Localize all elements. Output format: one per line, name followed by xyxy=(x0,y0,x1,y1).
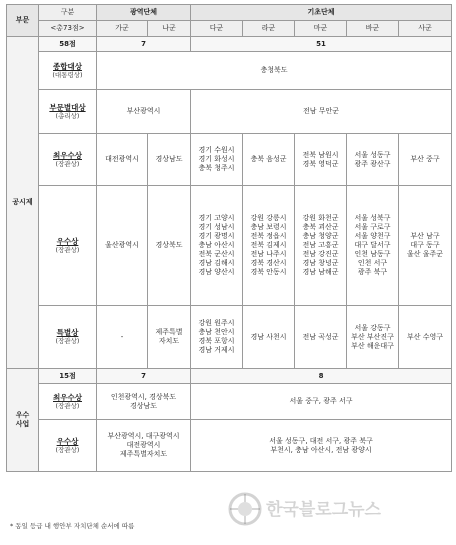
winner-cell: 대전광역시 xyxy=(97,134,148,186)
category-sub: (총리상) xyxy=(55,111,80,120)
header-group-ma: 마군 xyxy=(295,21,347,37)
header-metro: 광역단체 xyxy=(97,5,191,21)
winner-cell: 경남 사천시 xyxy=(243,306,295,369)
category-sub: (장관상) xyxy=(55,159,80,168)
header-group-sa: 사군 xyxy=(399,21,452,37)
section-best-project: 우수사업 xyxy=(7,369,39,472)
winner-cell: 부산 중구 xyxy=(399,134,452,186)
winner-cell: 경상남도 xyxy=(148,134,191,186)
header-bumun: 부문 xyxy=(7,5,39,37)
winner-cell: 경상북도 xyxy=(148,186,191,306)
table-row xyxy=(7,384,452,420)
winner-cell: 강원 원주시 충남 천안시 경북 포항시 경남 거제시 xyxy=(191,306,243,369)
category-division xyxy=(39,90,97,134)
category-best-top xyxy=(39,384,97,420)
watermark-logo-icon xyxy=(228,492,262,526)
winner-cell: 경기 수원시 경기 화성시 충북 청주시 xyxy=(191,134,243,186)
category-sub: (대통령상) xyxy=(52,70,83,79)
category-name: 특별상 xyxy=(56,328,79,337)
winner-cell: - xyxy=(97,306,148,369)
winner-cell: 강원 화천군 충북 괴산군 충남 청양군 전남 고흥군 전남 강진군 경남 창녕군 경남 남해군 xyxy=(295,186,347,306)
category-sub: (장관상) xyxy=(55,245,80,254)
category-best-excellent xyxy=(39,420,97,472)
category-name: 우수상 xyxy=(56,236,79,246)
best-metro-total: 7 xyxy=(97,369,191,384)
winner-cell: 충북 음성군 xyxy=(243,134,295,186)
category-sub: (장관상) xyxy=(55,401,80,410)
winner-cell: 전북 남원시 경북 영덕군 xyxy=(295,134,347,186)
winner-cell: 전남 곡성군 xyxy=(295,306,347,369)
winner-cell: 경기 고양시 경기 성남시 경기 광명시 충남 아산시 전북 군산시 경남 김해시 경남 양산시 xyxy=(191,186,243,306)
winner-cell: 서울 성북구 서울 구로구 서울 양천구 대구 달서구 인천 남동구 인천 서구 광주 북구 xyxy=(347,186,399,306)
header-group-na: 나군 xyxy=(148,21,191,37)
winner-cell: 제주특별 자치도 xyxy=(148,306,191,369)
category-name: 부문별대상 xyxy=(49,102,86,112)
header-basic: 기초단체 xyxy=(191,5,452,21)
header-gubun-total: <총73점> xyxy=(39,21,97,37)
table-row xyxy=(7,186,452,306)
table-row xyxy=(7,90,452,134)
table-row xyxy=(7,134,452,186)
watermark xyxy=(228,488,453,532)
award-table xyxy=(6,4,452,472)
best-total: 15점 xyxy=(39,369,97,384)
public-total: 58점 xyxy=(39,37,97,52)
category-name: 종합대상 xyxy=(53,61,82,71)
header-group-ra: 라군 xyxy=(243,21,295,37)
category-name: 최우수상 xyxy=(53,150,82,160)
category-name: 우수상 xyxy=(56,436,79,446)
public-basic-total: 51 xyxy=(191,37,452,52)
watermark-text: 한국블로그뉴스 xyxy=(266,500,381,520)
winner-cell: 서울 강동구 부산 부산진구 부산 해운대구 xyxy=(347,306,399,369)
category-sub: (장관상) xyxy=(55,445,80,454)
footnote: * 동일 등급 내 행안부 자치단체 순서에 따름 xyxy=(10,522,135,530)
header-gubun: 구분 xyxy=(39,5,97,21)
winner-cell: 부산 남구 대구 동구 울산 울주군 xyxy=(399,186,452,306)
winner-cell: 인천광역시, 경상북도 경상남도 xyxy=(97,384,191,420)
category-grand xyxy=(39,52,97,90)
category-name: 최우수상 xyxy=(53,392,82,402)
header-group-ga: 가군 xyxy=(97,21,148,37)
winner-cell: 부산광역시 xyxy=(97,90,191,134)
winner-cell: 부산광역시, 대구광역시 대전광역시 제주특별자치도 xyxy=(97,420,191,472)
header-group-da: 다군 xyxy=(191,21,243,37)
category-special xyxy=(39,306,97,369)
winner-cell: 울산광역시 xyxy=(97,186,148,306)
header-group-ba: 바군 xyxy=(347,21,399,37)
category-excellent xyxy=(39,186,97,306)
winner-cell: 서울 성동구 광주 광산구 xyxy=(347,134,399,186)
best-basic-total: 8 xyxy=(191,369,452,384)
winner-cell: 충청북도 xyxy=(97,52,452,90)
table-row xyxy=(7,306,452,369)
winner-cell: 강원 강릉시 충남 보령시 전북 정읍시 전북 김제시 전남 나주시 경북 경산시 경북 안동시 xyxy=(243,186,295,306)
section-public: 공시제 xyxy=(7,37,39,369)
public-metro-total: 7 xyxy=(97,37,191,52)
winner-cell: 서울 중구, 광주 서구 xyxy=(191,384,452,420)
winner-cell: 서울 성동구, 대전 서구, 광주 북구 부천시, 충남 아산시, 전남 광양시 xyxy=(191,420,452,472)
table-row xyxy=(7,420,452,472)
winner-cell: 부산 수영구 xyxy=(399,306,452,369)
category-sub: (장관상) xyxy=(55,337,80,345)
table-row xyxy=(7,52,452,90)
winner-cell: 전남 무안군 xyxy=(191,90,452,134)
category-top xyxy=(39,134,97,186)
